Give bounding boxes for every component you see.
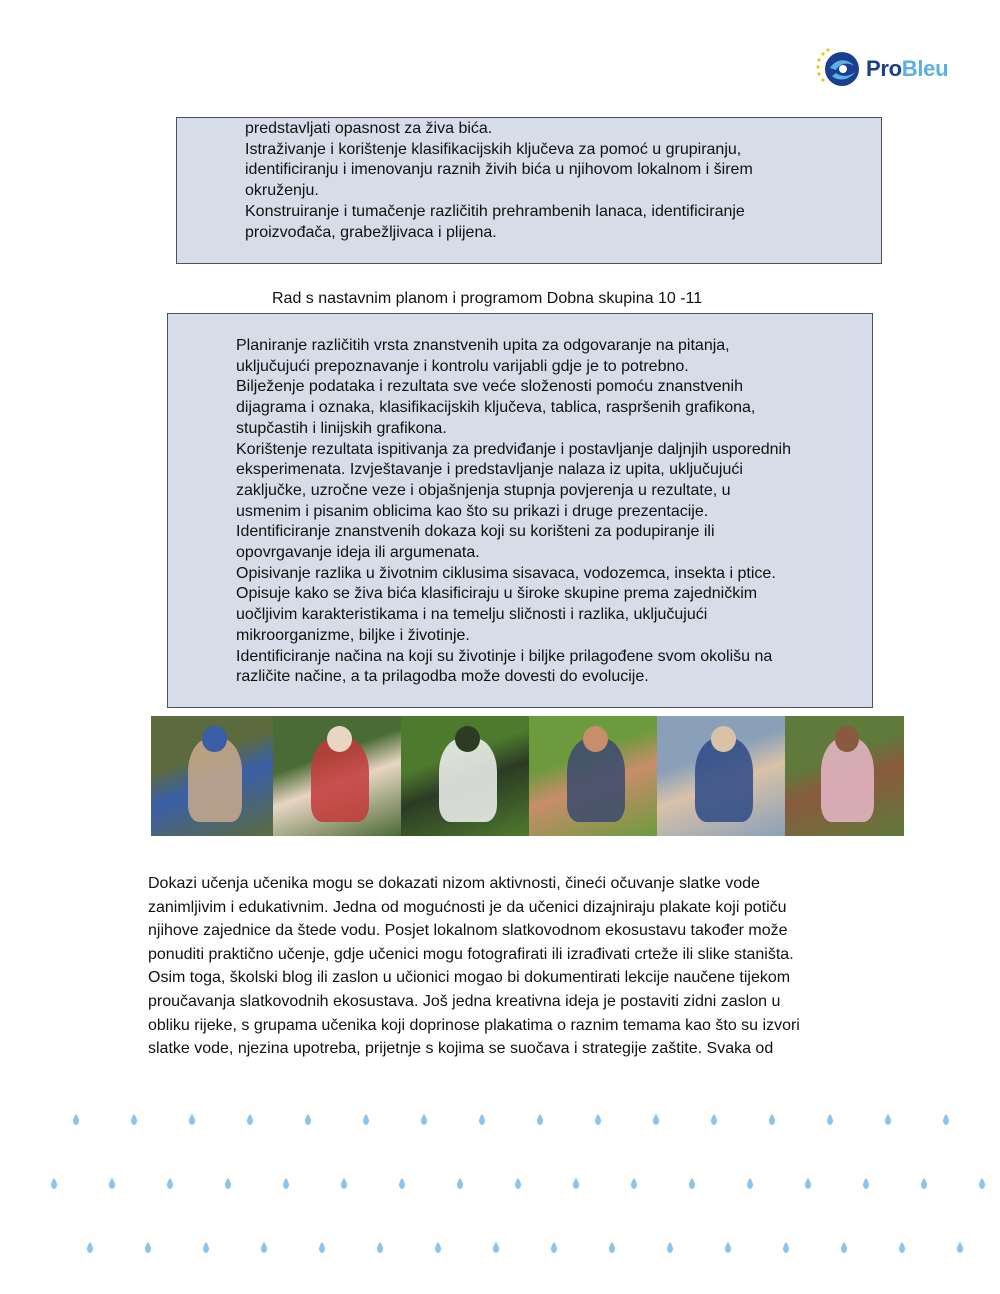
water-drop-icon [631,1178,637,1189]
body-paragraph [148,872,908,1061]
photo-boy-holding-creature [401,716,529,836]
text-line: Istraživanje i korištenje klasifikacijskih ključeva za pomoć u grupiranju, [245,140,742,158]
water-drop-icon [711,1114,717,1125]
probleu-logo [814,46,964,92]
text-line: Identificiranje načina na koji su životinje i biljke prilagođene svom okolišu na [236,647,773,665]
water-drop-icon [203,1242,209,1253]
water-drop-icon [493,1242,499,1253]
photo-girl-with-magnifier [785,716,904,836]
water-drop-icon [73,1114,79,1125]
water-drop-icon [943,1114,949,1125]
water-drop-icon [377,1242,383,1253]
water-drop-icon [319,1242,325,1253]
probleu-logo-icon [814,46,862,92]
water-drop-icon [261,1242,267,1253]
water-drop-icon [189,1114,195,1125]
text-line: mikroorganizme, biljke i životinje. [236,626,470,644]
curriculum-heading: Rad s nastavnim planom i programom Dobna skupina 10 -11 [272,290,703,307]
water-drop-icon [573,1178,579,1189]
water-drop-icon [689,1178,695,1189]
water-drop-icon [87,1242,93,1253]
water-drop-icon [457,1178,463,1189]
water-drop-icon [51,1178,57,1189]
text-line: proučavanja slatkovodnih ekosustava. Još jedna kreativna ideja je postaviti zidni zaslon u [148,992,781,1010]
text-line: Opisivanje razlika u životnim ciklusima sisavaca, vodozemca, insekta i ptice. [236,564,776,582]
water-drop-icon [805,1178,811,1189]
photo-group-activity [657,716,785,836]
water-drop-icon [921,1178,927,1189]
text-line: Konstruiranje i tumačenje različitih prehrambenih lanaca, identificiranje [245,202,745,220]
water-drop-icon [305,1114,311,1125]
water-drop-icon [479,1114,485,1125]
water-drop-icon [747,1178,753,1189]
water-drop-icon [131,1114,137,1125]
photo-hands-with-worm [151,716,273,836]
water-drop-icon [341,1178,347,1189]
water-drop-icon [363,1114,369,1125]
text-line: Identificiranje znanstvenih dokaza koji su korišteni za podupiranje ili [236,523,715,541]
water-drop-icon [399,1178,405,1189]
text-line: stupčastih i linijskih grafikona. [236,419,447,437]
text-line: njihove zajednice da štede vodu. Posjet lokalnom slatkovodnom ekosustavu također može [148,922,788,940]
text-line: Opisuje kako se živa bića klasificiraju u široke skupine prema zajedničkim [236,585,758,603]
text-line: proizvođača, grabežljivaca i plijena. [245,223,497,241]
text-line: zaključke, uzročne veze i objašnjenja stupnja povjerenja u rezultate, u [236,481,731,499]
text-line: zanimljivim i edukativnim. Jedna od mogućnosti je da učenici dizajniraju plakate koji potiču [148,898,787,916]
water-drop-icon [899,1242,905,1253]
text-line: uočljivim karakteristikama i na temelju sličnosti i razlika, uključujući [236,606,708,624]
learning-objectives-box-1 [176,117,882,264]
water-drop-icon [841,1242,847,1253]
text-line: uključujući prepoznavanje i kontrolu varijabli gdje je to potrebno. [236,357,689,375]
water-drop-icon [885,1114,891,1125]
water-drop-icon [515,1178,521,1189]
text-line: usmenim i pisanim oblicima kao što su prikazi i druge prezentacije. [236,502,709,520]
water-drop-icon [421,1114,427,1125]
photo-teacher-in-meadow [529,716,657,836]
water-drop-icon [247,1114,253,1125]
text-line: različite načine, a ta prilagodba može dovesti do evolucije. [236,668,649,686]
water-drop-icon [863,1178,869,1189]
text-line: obliku rijeke, s grupama učenika koji doprinose plakatima o raznim temama kao što su izvori [148,1016,800,1034]
water-drop-icon [667,1242,673,1253]
text-line: okruženju. [245,182,319,200]
water-drop-icon [109,1178,115,1189]
water-drop-icon [653,1114,659,1125]
text-line: ponuditi praktično učenje, gdje učenici mogu fotografirati ili izrađivati crteže ili slike staništa. [148,945,794,963]
text-line: Bilježenje podataka i rezultata sve veće složenosti pomoću znanstvenih [236,378,743,396]
photo-strip [151,716,904,836]
text-line: identificiranju i imenovanju raznih živih bića u njihovom lokalnom i širem [245,161,753,179]
water-drop-icon [609,1242,615,1253]
water-drop-icon [551,1242,557,1253]
text-line: slatke vode, njezina upotreba, prijetnje s kojima se suočava i strategije zaštite. Svaka od [148,1040,774,1058]
photo-children-reading [273,716,401,836]
water-drop-icon [167,1178,173,1189]
learning-objectives-box-2 [167,313,873,708]
water-drop-icon [769,1114,775,1125]
water-drop-icon [979,1178,985,1189]
probleu-logo-text: ProBleu [866,56,949,81]
text-line: Planiranje različitih vrsta znanstvenih upita za odgovaranje na pitanja, [236,337,730,354]
water-drop-icon [537,1114,543,1125]
water-drop-icon [225,1178,231,1189]
decorative-water-drops [0,1100,1000,1280]
text-line: eksperimenata. Izvještavanje i predstavljanje nalaza iz upita, uključujući [236,461,743,479]
water-drop-icon [783,1242,789,1253]
water-drop-icon [435,1242,441,1253]
water-drop-icon [595,1114,601,1125]
text-line: Dokazi učenja učenika mogu se dokazati nizom aktivnosti, čineći očuvanje slatke vode [148,875,760,892]
water-drop-icon [283,1178,289,1189]
text-line: opovrgavanje ideja ili argumenata. [236,544,480,561]
text-line: Osim toga, školski blog ili zaslon u učionici mogao bi dokumentirati lekcije naučene tijekom [148,969,791,987]
text-line: predstavljati opasnost za živa bića. [245,120,493,137]
water-drop-icon [957,1242,963,1253]
water-drop-icon [725,1242,731,1253]
water-drop-icon [145,1242,151,1253]
water-drop-icon [827,1114,833,1125]
text-line: Korištenje rezultata ispitivanja za predviđanje i postavljanje daljnjih usporednih [236,440,791,458]
text-line: dijagrama i oznaka, klasifikacijskih ključeva, tablica, raspršenih grafikona, [236,399,756,417]
